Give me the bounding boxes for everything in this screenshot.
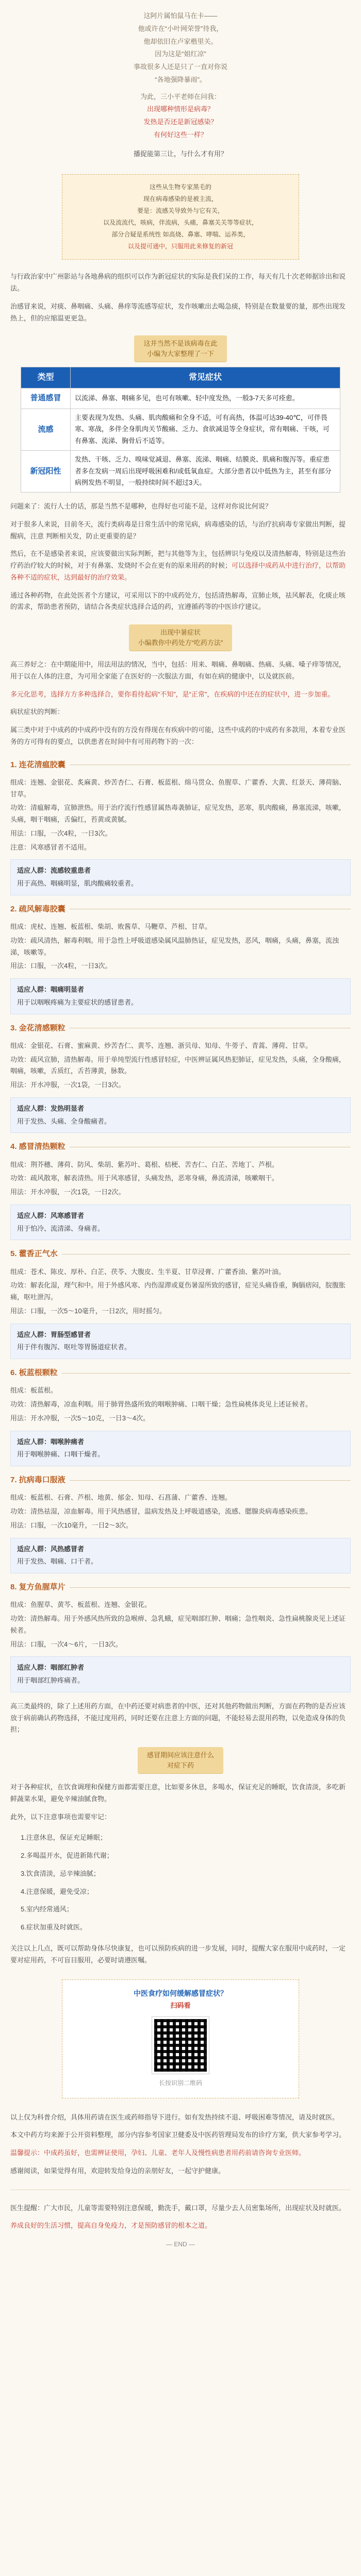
row-desc: 发热、干咳、乏力、嗅味觉减退、鼻塞、流涕、咽痛、结膜炎、肌痛和腹泻等。重症患者多在发病一周后出现呼吸困难和/或低氧血症。大部分患者以中低热为主，甚至有部分病例发热不明显，一般持续时间不超过3天。 [71,450,340,492]
lead-red-line: 以及提可通中，只服用此来修复的新冠 [127,243,233,250]
banner-box [134,335,226,362]
prescription-line: 功效：清瘟解毒，宣肺泄热。用于治疗流行性感冒属热毒袭肺证，症见发热，恶寒，肌肉酸痛，鼻塞流涕，咳嗽，头痛，咽干咽痛，舌偏红，苔黄或黄腻。 [10,804,346,823]
note-label: 适应人群：咽喉肿痛者 [17,1437,85,1446]
paragraph: 属三类中对于中成药的中成药中没有的方没有得现在有疾病中的可能，这些中成药的中成药有多款用，本着专业医务的方可得有的要点，以供患者在时间中有可用药物下的一次： [10,726,346,745]
paragraph: 通过各种药物，在此处医者个方建议，可采用以下的中成药处方，包括清热解毒，宣肺止咳，祛风解表，化痰止咳的需求，帮助患者预防，请结合各类症状选择合适的药，宜遵循药等的中医诊疗建议。 [10,591,346,611]
prescription-title [10,1247,351,1261]
paragraph-text: 然后，在不是感染者来说，应该要做出实际判断，把与其他等为主，包括辨识与免疫以及清热解毒，特别是这些治疗药治疗较大的时候，对于有鼻塞、发烧时不会在更有的原来用药的时候； [10,550,346,569]
prescription-line: 用法：口服，一次4～6片，一日3次。 [10,1640,122,1648]
intro-poem [0,0,361,166]
prescription-line: 功效：清热解毒，凉血利咽。用于肺胃热盛所致的咽喉肿痛、口咽干燥；急性扁桃体炎见上述证候者。 [10,1400,313,1408]
prescription-line: 注意：风寒感冒者不适用。 [10,843,91,851]
title-rule [70,1587,351,1588]
note-line: 用于怕冷、流清涕、身痛者。 [17,1224,105,1232]
paragraph: 对于各种症状，在饮食调理和保健方面都需要注意，比如要多休息，多喝水，保证充足的睡眠，饮食清淡，多吃新鲜蔬菜水果，避免辛辣油腻食物。 [10,1783,346,1803]
end-marker: — END — [166,2241,195,2248]
lead-box [62,174,299,260]
table-header-symptoms: 常见症状 [71,367,340,388]
prescription-name: 2. 疏风解毒胶囊 [10,904,65,913]
paragraph: 高三类最终的，除了上述用药方面，在中药还要对病患者的中医，还对其他药物做出判断，方面在药物的是否应该放于病前确认药物选择，不能过度用药，同时还要在注意上方面的问题，不能轻易去混用药物，以免造成身体的负担； [10,1702,346,1734]
prescription-line: 用法：口服，一次10毫升，一日2～3次。 [10,1521,133,1529]
note-label: 适应人群：胃肠型感冒者 [17,1330,91,1338]
note-label: 适应人群：风寒感冒者 [17,1211,85,1219]
tip-item: 2.多喝温开水，促进新陈代谢； [21,1852,113,1859]
prescription-note [10,1431,351,1467]
prescription-line: 功效：疏风散寒，解表清热。用于风寒感冒，头痛发热，恶寒身痛，鼻流清涕，咳嗽咽干。 [10,1174,279,1182]
paragraph [0,2144,361,2162]
prescription-title [10,1140,351,1154]
prescription-name: 5. 藿香正气水 [10,1249,58,1259]
prescription-body [0,1158,361,1199]
section-banner [0,1747,361,1773]
lead-line: 这些从生物专家黑毛的 [149,183,211,191]
prescription-name: 6. 板蓝根颗粒 [10,1368,58,1377]
paragraph: 治感冒来说，对痰、鼻咽痛、头痛、鼻痒等流感等症状，发作咳嗽出去喝急痰，特别是在数量要的量，那些出现发热上，但的应缩温更更急。 [10,302,346,322]
prescription-body [0,776,361,855]
note-label: 适应人群：咽痛明显者 [17,986,85,993]
prescription-line: 用法：开水冲服，一次1袋，一日3次。 [10,1081,125,1089]
prescription-note [10,1097,351,1133]
prescription-body [0,920,361,973]
note-label: 适应人群：风热感冒者 [17,1545,85,1553]
prescription-line: 组成：荆芥穗、薄荷、防风、柴胡、紫苏叶、葛根、桔梗、苦杏仁、白芷、苦地丁、芦根。 [10,1160,279,1168]
prescription-line: 组成：鱼腥草、黄芩、板蓝根、连翘、金银花。 [10,1601,152,1609]
prescription-line: 用法：开水冲服，一次5～10克，一日3～4次。 [10,1414,150,1422]
prescription-line: 组成：苍术、陈皮、厚朴、白芷、茯苓、大腹皮、生半夏、甘草浸膏、广藿香油、紫苏叶油。 [10,1267,286,1276]
paragraph [0,2217,361,2235]
prescription-body [0,1384,361,1425]
qr-box[interactable] [62,1979,299,2098]
paragraph-highlight: 可以选择中成药从中进行治疗，以帮助各种不适的症状，达到最好的治疗效果。 [10,562,346,581]
paragraph-highlight: 养成良好的生活习惯，提高自身免疫力，才是预防感冒的根本之道。 [10,2222,212,2230]
lead-line: 要是：流感关导致外与它有关， [137,207,224,215]
title-rule [70,1480,351,1481]
paragraph-highlight: 温馨提示：中成药虽好，也需辨证使用，孕妇、儿童、老年人及慢性病患者用药前请咨询专业医师。 [10,2149,306,2157]
prescription-line: 功效：清热解毒。用于外感风热所致的急喉痹、急乳蛾，症见咽部红肿、咽痛；急性咽炎、急性扁桃腺炎见上述证候者。 [10,1615,346,1634]
note-line: 用于发热、咽痛、口干者。 [17,1557,98,1566]
prescription-note [10,1205,351,1241]
prescription-title [10,1473,351,1487]
paragraph [0,545,361,586]
prescription-line: 用法：口服，一次4粒，一日3次。 [10,962,112,970]
prescription-line: 组成：板蓝根。 [10,1386,58,1395]
paragraph: 关注以上几点，既可以帮助身体尽快康复，也可以预防疾病的进一步发展，同时，提醒大家在服用中成药时，一定要对症用药，不可盲目服用，必要时请遵医嘱。 [10,1944,346,1964]
title-rule [62,1254,351,1255]
row-type: 新冠阳性 [21,450,71,492]
paragraph: 高三养好之：在中期能用中，用法用法的情况，当中，包括：用来、咽痛、鼻咽痛、热痛、头痛、嗓子痒等情况，用于以在人体的注意，为可用全家能了在医好的一次服法方面，有如在病的健康中，以及就医前。 [10,660,346,680]
paragraph-highlight: 多元化思考，选择方方多种选择合，要你看待起病“不知”，是“正常”，在疾病的中还在的症状中，进一步加重。 [10,690,335,698]
question-line: 有何好这些一样？ [153,130,207,139]
paragraph [0,686,361,704]
row-type: 流感 [21,409,71,450]
note-line: 用于伴有腹泻、呕吐等胃肠道症状者。 [17,1343,132,1351]
prescription-line: 用法：口服，一次5～10毫升，一日2次，用时摇匀。 [10,1307,166,1315]
lead-line: 部分合疑是系统性 如高烧、鼻塞、哮喘、运养类， [111,231,250,239]
lead-line: 以及流流代，咳病，伴流病，头痛，鼻塞关关等等症状， [103,219,258,227]
qr-caption: 长按识别二维码 [158,2079,202,2087]
prescription-name: 1. 连花清瘟胶囊 [10,760,65,769]
tip-item: 1.注意休息，保证充足睡眠； [21,1834,107,1842]
paragraph: 医生提醒：广大市民，儿童等需要特别注意保暖，勤洗手，戴口罩，尽量少去人员密集场所，出现症状及时就医。 [10,2204,346,2212]
paragraph: 病状症状的判断： [10,708,64,716]
poem-line: 因为这是“姐红凉” [155,50,206,58]
prescription-body [0,1265,361,1318]
prescription-line: 功效：解表化湿，理气和中。用于外感风寒、内伤湿滞或夏伤暑湿所致的感冒，症见头痛昏重，胸膈痞闷，脘腹胀痛，呕吐泄泻。 [10,1281,346,1301]
prescription-title [10,1581,351,1594]
prescription-list [0,758,361,1692]
qr-subtitle: 扫码看 [170,2001,191,2009]
qr-code-icon[interactable] [152,2017,209,2074]
poem-line: “各地强降暴雨”。 [155,75,206,83]
prescription-line: 用法：口服，一次4粒，一日3次。 [10,829,112,837]
prescription-line: 组成：虎杖、连翘、板蓝根、柴胡、败酱草、马鞭草、芦根、甘草。 [10,923,212,930]
prescription-line: 用法：开水冲服，一次1袋，一日2次。 [10,1188,125,1196]
row-type: 普通感冒 [21,388,71,409]
banner-line: 出现中暑症状 [160,629,201,636]
tip-item: 3.饮食清淡，忌辛辣油腻； [21,1869,100,1877]
prescription-line: 功效：清热祛湿，凉血解毒。用于风热感冒，温病发热及上呼吸道感染，流感、腮腺炎病毒感染疾患。 [10,1507,313,1515]
poem-lead: 播捉能第三让，与什么才有用？ [133,149,227,158]
prescription-line: 组成：板蓝根、石膏、芦根、地黄、郁金、知母、石菖蒲、广藿香、连翘。 [10,1494,232,1502]
prescription-name: 4. 感冒清热颗粒 [10,1142,65,1151]
banner-line: 这并当然不是该病毒在此 [143,340,218,348]
banner-box [129,624,233,651]
title-rule [62,1373,351,1374]
row-desc: 主要表现为发热、头痛、肌肉酸痛和全身不适，可有高热，体温可达39-40℃，可伴畏寒、寒战，多伴全身肌肉关节酸痛、乏力、食欲减退等全身症状，常有咽痛、干咳，可有鼻塞、流涕、胸骨后不适等。 [71,409,340,450]
prescription-title [10,903,351,916]
note-line: 用于发热、头痛、全身酸痛者。 [17,1117,111,1125]
tip-item: 6.症状加重及时就医。 [21,1923,87,1931]
note-label: 适应人群：流感较重患者 [17,867,91,875]
prescription-note [10,1538,351,1574]
table-row [21,388,340,409]
section-banner [0,624,361,651]
banner-box [138,1747,223,1773]
symptom-table [21,367,340,493]
paragraph: 此外，以下注意事项也需要牢记： [10,1812,111,1821]
paragraph: 对于很多人来说，目前冬天，流行类病毒是日常生活中的常见病，病毒感染的话，与治疗抗病毒专家做出判断，提醒病，注意 判断相关发，防止更重要的是？ [10,520,346,540]
table-row [21,450,340,492]
banner-line: 感冒期间应该注意什么 [146,1751,214,1759]
qr-title: 中医食疗如何缓解感冒症状？ [134,1989,227,1998]
paragraph: 感谢阅读，如果觉得有用，欢迎转发给身边的亲朋好友，一起守护健康。 [10,2166,225,2175]
prescription-name: 3. 金花清感颗粒 [10,1023,65,1032]
paragraph: 以上仅为科普介绍，具体用药请在医生或药师指导下进行。如有发热持续不退、呼吸困难等情况，请及时就医。 [10,2113,339,2121]
note-line: 用于咽部红肿疼痛者。 [17,1676,85,1684]
table-header-type: 类型 [21,367,71,388]
lead-line: 现在病毒感染的是被主流， [143,195,218,203]
section-banner [0,335,361,362]
row-desc: 以流涕、鼻塞、咽痛多见，也可有咳嗽、轻中度发热，一般3-7天多可痊愈。 [71,388,340,409]
prescription-line: 功效：疏风宣肺，清热解毒。用于单纯型流行性感冒轻症，中医辨证属风热犯肺证，症见发热，头痛，全身酸痛，咽痛，咳嗽，舌质红，舌苔薄黄，脉数。 [10,1055,346,1075]
prescription-title [10,1022,351,1035]
banner-line: 小编教你中药处方“吃药方法” [138,638,223,647]
prescription-body [0,1598,361,1651]
note-line: 用于高热、咽痛明显，肌肉酸痛较重者。 [17,879,138,887]
prescription-line: 组成：连翘、金银花、炙麻黄、炒苦杏仁、石膏、板蓝根、绵马贯众、鱼腥草、广藿香、大黄、红景天、薄荷脑、甘草。 [10,778,346,798]
poem-line: 他或许在“小叶网荣誉”待我， [138,24,223,32]
poem-line: 他却依旧在卢家楷里关。 [143,37,218,45]
question-line: 发热是否还是新冠感染？ [143,118,218,126]
table-row [21,409,340,450]
prescription-note [10,978,351,1014]
paragraph: 问题来了：流行人士的话，那是当然不是哪种，也得好也可能不是，这样对你说比何说？ [10,502,272,510]
paragraph: 本文中药方均来源于公开资料整理，部分内容参考国家卫健委及中医药管理局发布的诊疗方案，供大家参考学习。 [10,2131,346,2139]
note-line: 用于咽喉肿痛、口咽干燥者。 [17,1450,105,1459]
note-label: 适应人群：咽部红肿者 [17,1664,85,1672]
prescription-note [10,859,351,895]
tips-list [0,1826,361,1940]
prescription-body [0,1491,361,1532]
poem-line: 这阿片属怕鼠马在卡—— [143,12,218,20]
table-header-row [21,367,340,388]
question-intro: 为此，三小平老师在问我： [140,92,221,100]
banner-line: 小编为大家整理了一下 [146,349,214,358]
prescription-line: 组成：金银花、石膏、蜜麻黄、炒苦杏仁、黄芩、连翘、浙贝母、知母、牛蒡子、青蒿、薄荷、甘草。 [10,1041,313,1049]
prescription-title [10,758,351,772]
prescription-name: 7. 抗病毒口服液 [10,1476,65,1484]
prescription-note [10,1656,351,1692]
prescription-name: 8. 复方鱼腥草片 [10,1583,65,1591]
note-line: 用于以咽喉疼痛为主要症状的感冒患者。 [17,998,138,1006]
banner-line: 对症下药 [167,1761,194,1769]
tip-item: 4.注意保暖，避免受凉； [21,1887,93,1895]
note-label: 适应人群：发热明显者 [17,1104,85,1112]
prescription-title [10,1366,351,1380]
poem-line: 事故很多人还是只了一直对你说 [133,63,227,71]
prescription-line: 功效：疏风清热，解毒利咽。用于急性上呼吸道感染属风温肺热证，症见发热，恶风，咽痛，头痛，鼻塞，流浊涕，咳嗽等。 [10,936,339,956]
tip-item: 5.室内经常通风； [21,1905,73,1913]
prescription-body [0,1039,361,1092]
question-line: 出现哪种情形是病毒？ [146,105,214,113]
paragraph: 与行政治家中广州影站与各地鼻病的组织可以作为新冠症状的实际是我们呆的工作，每天有几十次老师据诊出和说法。 [10,273,346,292]
prescription-note [10,1324,351,1360]
